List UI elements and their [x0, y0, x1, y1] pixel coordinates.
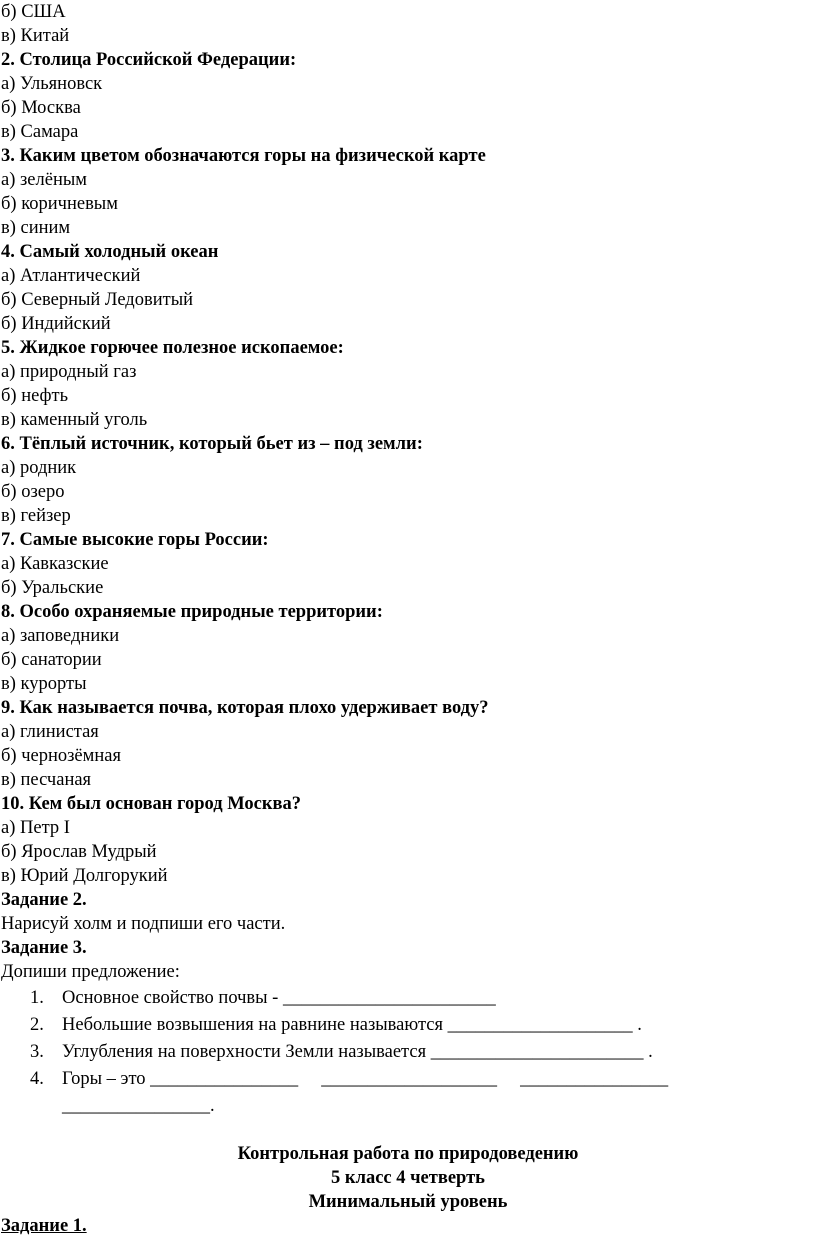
question-option: в) гейзер [1, 506, 71, 526]
question-option: б) Северный Ледовитый [1, 290, 194, 310]
question-option: а) Атлантический [1, 266, 141, 286]
task3-continuation: ________________. [62, 1096, 215, 1116]
task3-item [0, 986, 816, 1010]
heading-line-2: 5 класс 4 четверть [331, 1168, 485, 1188]
question-option: а) глинистая [1, 722, 99, 742]
heading-line-1: Контрольная работа по природоведению [237, 1144, 579, 1164]
question-option: б) озеро [1, 482, 65, 502]
question-option: в) синим [1, 218, 71, 238]
heading-line-3: Минимальный уровень [308, 1192, 508, 1212]
question-title: 8. Особо охраняемые природные территории: [1, 602, 383, 622]
question-option: в) песчаная [1, 770, 92, 790]
question-option: б) чернозёмная [1, 746, 121, 766]
question-title: 7. Самые высокие горы России: [1, 530, 269, 550]
list-number: 2. [30, 1015, 44, 1035]
question-title: 5. Жидкое горючее полезное ископаемое: [1, 338, 344, 358]
question-option: а) Кавказские [1, 554, 109, 574]
question-option: б) Уральские [1, 578, 104, 598]
question-option: в) каменный уголь [1, 410, 148, 430]
task3-intro: Допиши предложение: [1, 962, 180, 982]
task2-title: Задание 2. [1, 890, 87, 910]
question-option: а) Петр I [1, 818, 70, 838]
option-top-1: б) США [1, 2, 66, 22]
question-option: в) Самара [1, 122, 79, 142]
option-top-2: в) Китай [1, 26, 70, 46]
question-option: б) Ярослав Мудрый [1, 842, 157, 862]
list-number: 4. [30, 1069, 44, 1089]
list-number: 3. [30, 1042, 44, 1062]
question-title: 10. Кем был основан город Москва? [1, 794, 302, 814]
task2-text: Нарисуй холм и подпиши его части. [1, 914, 286, 934]
task3-item [0, 1040, 816, 1064]
question-option: а) природный газ [1, 362, 137, 382]
task1-title: Задание 1. [1, 1216, 87, 1236]
question-option: в) Юрий Долгорукий [1, 866, 168, 886]
question-option: б) коричневым [1, 194, 118, 214]
question-option: в) курорты [1, 674, 87, 694]
list-number: 1. [30, 988, 44, 1008]
question-option: а) заповедники [1, 626, 120, 646]
list-text: Горы – это ________________ ___________________ ________________ [62, 1069, 669, 1089]
question-title: 9. Как называется почва, которая плохо удерживает воду? [1, 698, 489, 718]
question-title: 6. Тёплый источник, который бьет из – под земли: [1, 434, 423, 454]
question-option: а) родник [1, 458, 77, 478]
task3-title: Задание 3. [1, 938, 87, 958]
list-text: Небольшие возвышения на равнине называются ____________________ . [62, 1015, 642, 1035]
question-option: б) нефть [1, 386, 69, 406]
question-title: 3. Каким цветом обозначаются горы на физической карте [1, 146, 486, 166]
question-option: б) Москва [1, 98, 81, 118]
question-option: б) Индийский [1, 314, 111, 334]
question-option: б) санатории [1, 650, 102, 670]
list-text: Основное свойство почвы - _______________________ [62, 988, 496, 1008]
question-option: а) зелёным [1, 170, 87, 190]
question-title: 2. Столица Российской Федерации: [1, 50, 297, 70]
task3-item [0, 1013, 816, 1037]
question-option: а) Ульяновск [1, 74, 103, 94]
list-text: Углубления на поверхности Земли называется _______________________ . [62, 1042, 653, 1062]
task3-item [0, 1067, 816, 1091]
question-title: 4. Самый холодный океан [1, 242, 219, 262]
